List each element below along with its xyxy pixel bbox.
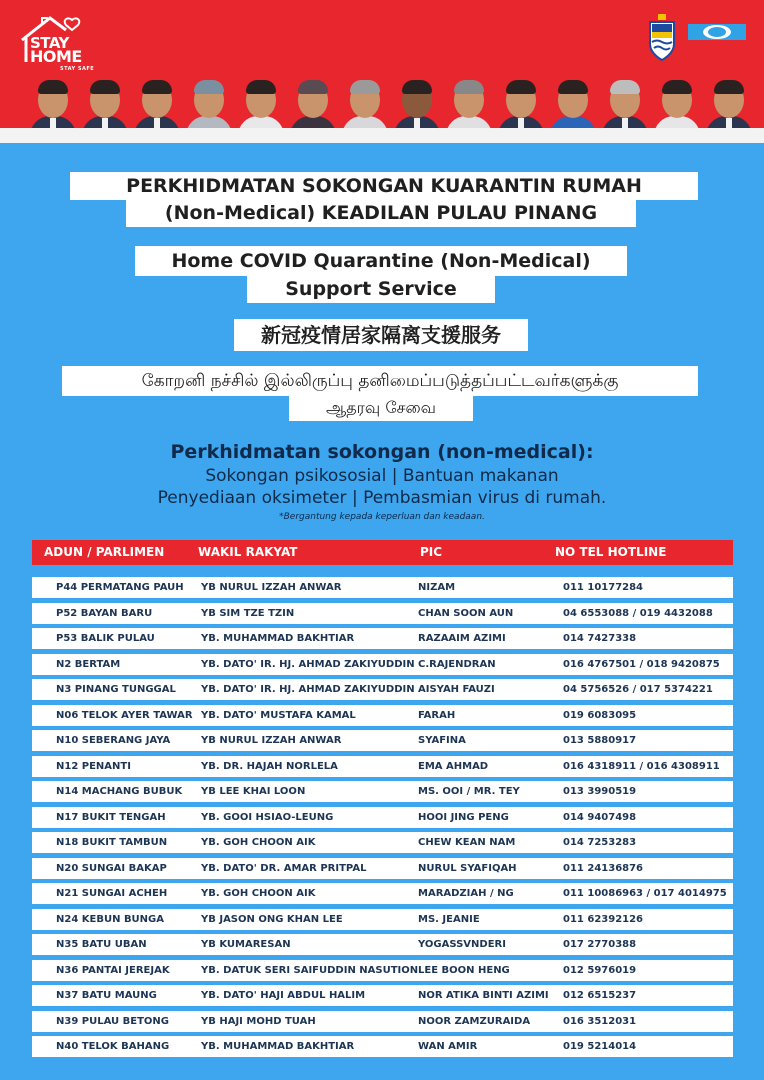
cell-hotline: 011 10086963 / 017 4014975 (563, 888, 727, 899)
cell-pic: WAN AMIR (418, 1041, 478, 1052)
cell-constituency: N37 BATU MAUNG (56, 990, 157, 1001)
logo-word-staysafe: STAY SAFE (60, 66, 95, 72)
cell-pic: AISYAH FAUZI (418, 684, 495, 695)
table-row (32, 756, 733, 777)
cell-constituency: N36 PANTAI JEREJAK (56, 964, 170, 976)
table-row (32, 1036, 733, 1057)
cell-representative: YB JASON ONG KHAN LEE (201, 913, 343, 925)
cell-constituency: P44 PERMATANG PAUH (56, 582, 184, 593)
cell-representative: YB. DATO' DR. AMAR PRITPAL (201, 862, 367, 874)
cell-constituency: N3 PINANG TUNGGAL (56, 684, 176, 695)
cell-pic: SYAFINA (418, 735, 466, 746)
cell-constituency: P53 BALIK PULAU (56, 633, 155, 644)
services-footnote: *Bergantung kepada keperluan dan keadaan. (279, 512, 485, 522)
cell-representative: YB. MUHAMMAD BAKHTIAR (201, 633, 355, 644)
cell-pic: EMA AHMAD (418, 760, 489, 772)
cell-representative: YB LEE KHAI LOON (201, 786, 306, 797)
cell-pic: YOGASSVNDERI (418, 939, 506, 950)
title-malay-line2: (Non-Medical) KEADILAN PULAU PINANG (126, 199, 636, 227)
cell-hotline: 011 24136876 (563, 862, 644, 874)
table-header (32, 540, 733, 565)
cell-hotline: 04 5756526 / 017 5374221 (563, 684, 713, 695)
table-row (32, 654, 733, 675)
stay-home-logo (16, 14, 96, 70)
cell-hotline: 012 5976019 (563, 964, 637, 976)
cell-pic: NOR ATIKA BINTI AZIMI (418, 990, 549, 1001)
cell-hotline: 016 3512031 (563, 1015, 637, 1027)
cell-hotline: 019 6083095 (563, 709, 637, 721)
table-row (32, 960, 733, 981)
cell-hotline: 016 4767501 / 018 9420875 (563, 658, 720, 670)
cell-constituency: N24 KEBUN BUNGA (56, 913, 164, 925)
title-tamil-line2: ஆதரவு சேவை (289, 394, 473, 421)
cell-hotline: 011 62392126 (563, 913, 644, 925)
cell-representative: YB. DATO' MUSTAFA KAMAL (201, 709, 356, 721)
header-bottom-band (0, 128, 764, 143)
cell-representative: YB NURUL IZZAH ANWAR (201, 582, 342, 593)
cell-pic: HOOI JING PENG (418, 811, 509, 823)
cell-hotline: 04 6553088 / 019 4432088 (563, 607, 713, 619)
cell-representative: YB. GOH CHOON AIK (201, 837, 316, 848)
title-tamil-line1: கோறனி நச்சில் இல்லிருப்பு தனிமைப்படுத்தப்பட்டவர்களுக்கு (62, 366, 698, 396)
cell-pic: NIZAM (418, 582, 456, 593)
cell-representative: YB. DATO' HAJI ABDUL HALIM (201, 990, 366, 1001)
cell-pic: FARAH (418, 709, 456, 721)
cell-representative: YB KUMARESAN (201, 939, 291, 950)
cell-constituency: N06 TELOK AYER TAWAR (56, 709, 193, 721)
table-row (32, 934, 733, 955)
cell-constituency: N21 SUNGAI ACHEH (56, 888, 168, 899)
cell-constituency: N18 BUKIT TAMBUN (56, 837, 168, 848)
table-row (32, 603, 733, 624)
header-banner (0, 0, 764, 143)
cell-representative: YB NURUL IZZAH ANWAR (201, 735, 342, 746)
services-line-1: Sokongan psikososial | Bantuan makanan (205, 466, 559, 486)
cell-constituency: N20 SUNGAI BAKAP (56, 862, 167, 874)
logo-word-home: HOME (30, 47, 82, 66)
cell-pic: RAZAAIM AZIMI (418, 633, 506, 644)
cell-constituency: N2 BERTAM (56, 658, 121, 670)
table-row (32, 832, 733, 853)
table-row (32, 883, 733, 904)
table-row (32, 781, 733, 802)
table-row (32, 679, 733, 700)
cell-constituency: N35 BATU UBAN (56, 939, 147, 950)
cell-representative: YB. DATUK SERI SAIFUDDIN NASUTION (201, 964, 419, 976)
cell-representative: YB. DATO' IR. HJ. AHMAD ZAKIYUDDIN (201, 684, 415, 695)
table-row (32, 1011, 733, 1032)
cell-pic: MARADZIAH / NG (418, 888, 514, 899)
table-row (32, 577, 733, 598)
title-english-line1: Home COVID Quarantine (Non-Medical) (135, 246, 627, 276)
cell-constituency: N39 PULAU BETONG (56, 1015, 169, 1027)
cell-pic: MS. JEANIE (418, 913, 480, 925)
table-row (32, 730, 733, 751)
cell-constituency: N40 TELOK BAHANG (56, 1041, 170, 1052)
cell-hotline: 014 7427338 (563, 633, 637, 644)
cell-representative: YB. MUHAMMAD BAKHTIAR (201, 1041, 355, 1052)
party-flag-icon (688, 12, 746, 50)
cell-hotline: 011 10177284 (563, 582, 644, 593)
cell-hotline: 013 3990519 (563, 786, 637, 797)
title-malay-line1: PERKHIDMATAN SOKONGAN KUARANTIN RUMAH (70, 172, 698, 200)
table-row (32, 985, 733, 1006)
header-hotline: NO TEL HOTLINE (555, 545, 667, 559)
cell-constituency: N12 PENANTI (56, 760, 131, 772)
table-row (32, 705, 733, 726)
cell-representative: YB. DR. HAJAH NORLELA (201, 760, 338, 772)
cell-representative: YB HAJI MOHD TUAH (201, 1015, 316, 1027)
logo-word-stay: STAY (30, 34, 69, 52)
table-row (32, 807, 733, 828)
title-english-line2: Support Service (247, 275, 495, 303)
cell-hotline: 014 7253283 (563, 837, 637, 848)
cell-pic: C.RAJENDRAN (418, 658, 496, 670)
services-heading: Perkhidmatan sokongan (non-medical): (170, 441, 594, 463)
cell-constituency: N10 SEBERANG JAYA (56, 735, 171, 746)
table-row (32, 909, 733, 930)
cell-constituency: N17 BUKIT TENGAH (56, 811, 166, 823)
cell-representative: YB. GOOI HSIAO-LEUNG (201, 811, 334, 823)
cell-pic: MS. OOI / MR. TEY (418, 786, 520, 797)
cell-hotline: 017 2770388 (563, 939, 637, 950)
title-chinese: 新冠疫情居家隔离支援服务 (234, 319, 528, 351)
cell-pic: NOOR ZAMZURAIDA (418, 1015, 531, 1027)
cell-representative: YB. DATO' IR. HJ. AHMAD ZAKIYUDDIN (201, 658, 415, 670)
cell-constituency: P52 BAYAN BARU (56, 607, 153, 619)
table-row (32, 628, 733, 649)
cell-hotline: 016 4318911 / 016 4308911 (563, 760, 720, 772)
cell-pic: CHEW KEAN NAM (418, 837, 516, 848)
header-pic: PIC (420, 545, 443, 559)
cell-hotline: 019 5214014 (563, 1041, 637, 1052)
cell-pic: LEE BOON HENG (418, 964, 510, 976)
cell-hotline: 014 9407498 (563, 811, 637, 823)
cell-hotline: 013 5880917 (563, 735, 637, 746)
cell-pic: NURUL SYAFIQAH (418, 862, 517, 874)
cell-representative: YB. GOH CHOON AIK (201, 888, 316, 899)
cell-representative: YB SIM TZE TZIN (201, 607, 295, 619)
cell-hotline: 012 6515237 (563, 990, 637, 1001)
penang-crest-icon (644, 12, 680, 64)
services-line-2: Penyediaan oksimeter | Pembasmian virus di rumah. (157, 488, 607, 508)
cell-constituency: N14 MACHANG BUBUK (56, 786, 183, 797)
header-adun-parlimen: ADUN / PARLIMEN (44, 545, 165, 559)
header-wakil-rakyat: WAKIL RAKYAT (198, 545, 298, 559)
table-row (32, 858, 733, 879)
cell-pic: CHAN SOON AUN (418, 607, 514, 619)
